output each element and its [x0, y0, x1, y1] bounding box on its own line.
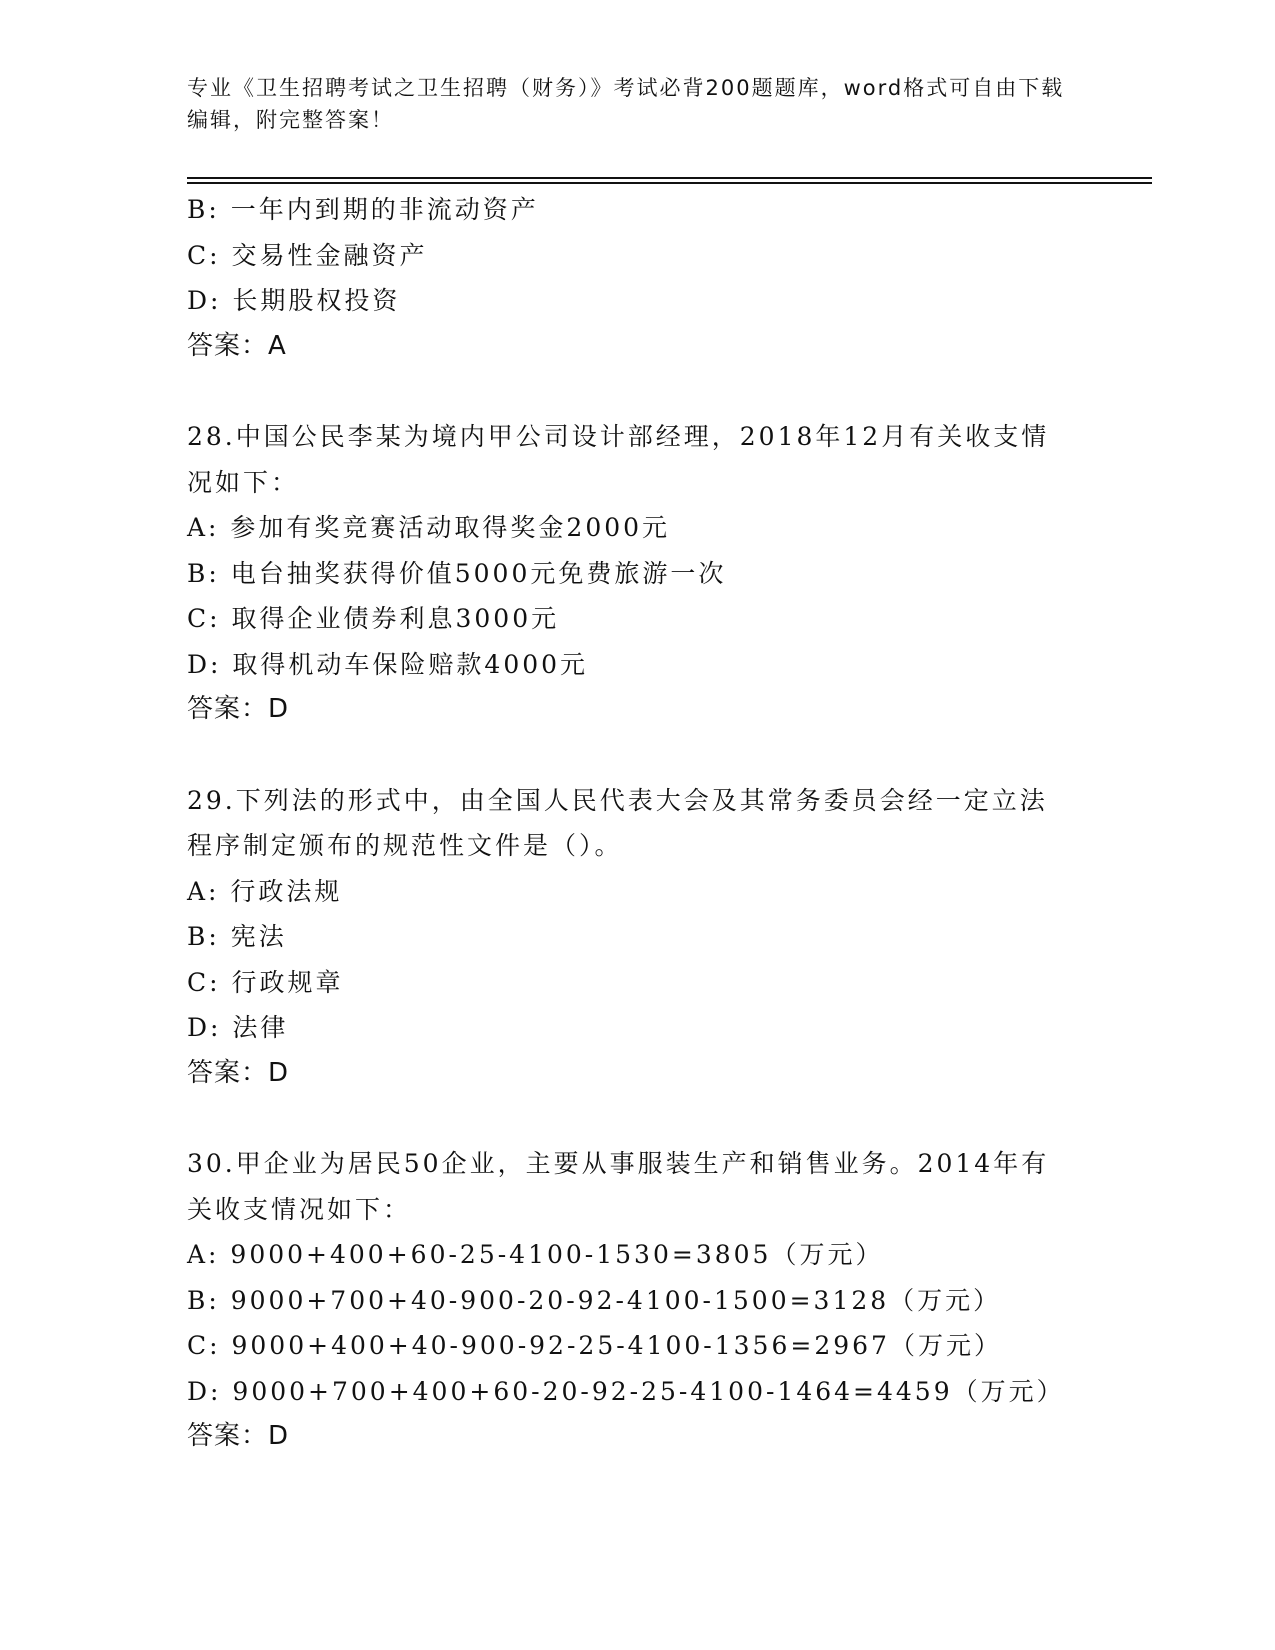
- question-separator: [187, 1096, 1087, 1141]
- question-29: [187, 778, 1087, 1097]
- question-30: [187, 1141, 1087, 1460]
- option-c: C: 9000+400+40-900-92-25-4100-1356=2967（万元）: [187, 1331, 1002, 1360]
- option-b: B: 电台抽奖获得价值5000元免费旅游一次: [187, 558, 727, 588]
- option-b: B: 一年内到期的非流动资产: [187, 195, 539, 224]
- question-27-continued: [187, 187, 1087, 369]
- document-header: 专业《卫生招聘考试之卫生招聘（财务）》考试必背200题题库，word格式可自由下载编辑，附完整答案！: [187, 76, 1065, 132]
- question-separator: [187, 369, 1087, 414]
- option-d: D: 取得机动车保险赔款4000元: [187, 649, 589, 679]
- question-stem-line-2: 况如下：: [187, 467, 300, 497]
- answer: 答案：A: [187, 330, 287, 361]
- question-stem-line-2: 程序制定颁布的规范性文件是（）。: [187, 831, 623, 860]
- option-a: A: 9000+400+60-25-4100-1530=3805（万元）: [187, 1240, 884, 1269]
- header-rule-bottom: [187, 182, 1152, 184]
- answer: 答案：D: [187, 1057, 290, 1088]
- option-d: D: 法律: [187, 1013, 289, 1042]
- option-a: A: 参加有奖竞赛活动取得奖金2000元: [187, 513, 671, 542]
- option-a: A: 行政法规: [187, 876, 343, 906]
- question-28: [187, 414, 1087, 733]
- question-stem-line-2: 关收支情况如下：: [187, 1194, 412, 1224]
- answer: 答案：D: [187, 1421, 290, 1451]
- question-content: [187, 187, 1087, 1460]
- question-stem-line-1: 28.中国公民李某为境内甲公司设计部经理，2018年12月有关收支情: [187, 422, 1050, 451]
- question-separator: [187, 733, 1087, 778]
- option-c: C: 取得企业债券利息3000元: [187, 604, 560, 633]
- question-stem-line-1: 29.下列法的形式中，由全国人民代表大会及其常务委员会经一定立法: [187, 785, 1048, 815]
- option-d: D: 9000+700+400+60-20-92-25-4100-1464=4459（万元）: [187, 1376, 1065, 1406]
- option-d: D: 长期股权投资: [187, 286, 401, 315]
- option-c: C: 交易性金融资产: [187, 240, 428, 270]
- option-b: B: 9000+700+40-900-20-92-4100-1500=3128（万元）: [187, 1285, 1002, 1315]
- answer: 答案：D: [187, 694, 290, 724]
- question-stem-line-1: 30.甲企业为居民50企业，主要从事服装生产和销售业务。2014年有: [187, 1149, 1050, 1178]
- option-c: C: 行政规章: [187, 967, 344, 997]
- header-rule-top: [187, 177, 1152, 179]
- option-b: B: 宪法: [187, 922, 287, 951]
